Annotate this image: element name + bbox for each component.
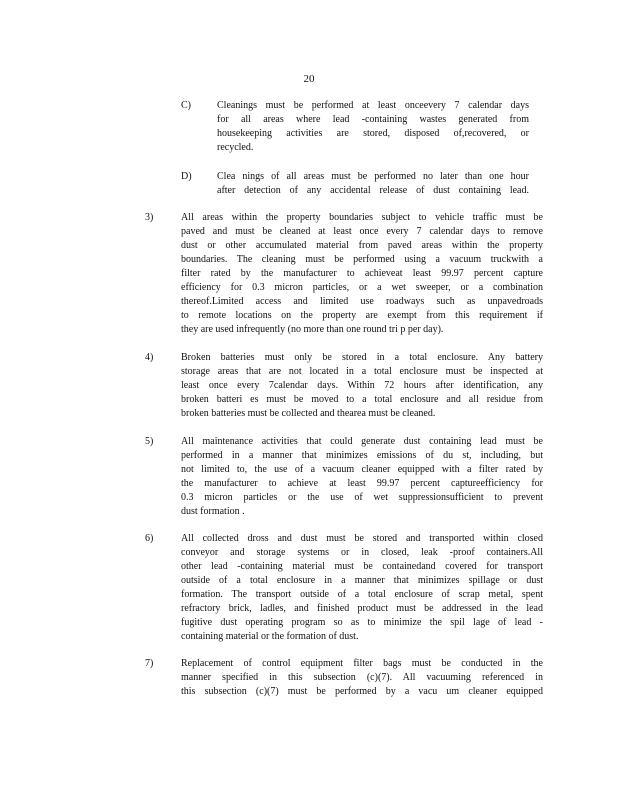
text-line: All collected dross and dust must be stored and transported within closed (181, 533, 543, 544)
text-line: Cleanings must be performed at least onceevery 7 calendar days (217, 100, 529, 111)
text-line: the manufacturer to achieve at least 99.97 percent captureefficiency for (181, 478, 543, 489)
text-line: All areas within the property boundaries subject to vehicle traffic must be (181, 212, 543, 223)
text-line: boundaries. The cleaning must be performed using a vacuum truckwith a (181, 254, 543, 265)
item-text (181, 211, 543, 337)
item-text (217, 170, 529, 198)
item-d (181, 170, 531, 200)
text-line: filter rated by the manufacturer to achieveat least 99.97 percent capture (181, 268, 543, 279)
text-line: this subsection (c)(7) must be performed by a vacu um cleaner equipped (181, 686, 543, 697)
item-label: 4) (145, 352, 154, 363)
text-line: formation. The transport outside of a total enclosure of scrap metal, spent (181, 589, 543, 600)
item-7 (145, 657, 545, 701)
text-line: Clea nings of all areas must be performed no later than one hour (217, 171, 529, 182)
item-5 (145, 435, 545, 521)
item-text (181, 351, 543, 421)
item-4 (145, 351, 545, 423)
text-line: paved and must be cleaned at least once every 7 calendar days to remove (181, 226, 543, 237)
text-line: after detection of any accidental release of dust containing lead. (217, 185, 529, 196)
text-line: for all areas where lead -containing wastes generated from (217, 114, 529, 125)
item-label: 5) (145, 436, 154, 447)
text-line: broken batteries must be collected and thearea must be cleaned. (181, 408, 436, 419)
text-line: not limited to, the use of a vacuum cleaner equipped with a filter rated by (181, 464, 543, 475)
item-text (181, 532, 543, 644)
item-label: 3) (145, 212, 154, 223)
text-line: broken batteri es must be moved to a total enclosure and all residue from (181, 394, 543, 405)
item-label: 6) (145, 533, 154, 544)
page-number: 20 (303, 73, 315, 85)
item-label: D) (181, 171, 192, 182)
item-text (181, 435, 543, 519)
text-line: dust formation . (181, 506, 245, 517)
item-3 (145, 211, 545, 341)
text-line: thereof.Limited access and limited use roadways such as unpavedroads (181, 296, 543, 307)
item-6 (145, 532, 545, 646)
text-line: containing material or the formation of dust. (181, 631, 359, 642)
item-label: C) (181, 100, 191, 111)
text-line: Broken batteries must only be stored in a total enclosure. Any battery (181, 352, 543, 363)
text-line: least once every 7calendar days. Within 72 hours after identification, any (181, 380, 543, 391)
item-c (181, 99, 531, 159)
text-line: recycled. (217, 142, 254, 153)
item-text (181, 657, 543, 699)
text-line: conveyor and storage systems or in closed, leak -proof containers.All (181, 547, 543, 558)
text-line: refractory brick, ladles, and finished product must be addressed in the lead (181, 603, 543, 614)
text-line: Replacement of control equipment filter bags must be conducted in the (181, 658, 543, 669)
text-line: All maintenance activities that could generate dust containing lead must be (181, 436, 543, 447)
item-text (217, 99, 529, 155)
text-line: manner specified in this subsection (c)(7). All vacuuming referenced in (181, 672, 543, 683)
text-line: dust or other accumulated material from paved areas within the property (181, 240, 543, 251)
text-line: to remote locations on the property are exempt from this requirement if (181, 310, 543, 321)
text-line: storage areas that are not located in a total enclosure must be inspected at (181, 366, 543, 377)
text-line: housekeeping activities are stored, disposed of,recovered, or (217, 128, 529, 139)
item-label: 7) (145, 658, 154, 669)
text-line: outside of a total enclosure in a manner that minimizes spillage or dust (181, 575, 543, 586)
text-line: 0.3 micron particles or the use of wet suppressionsufficient to prevent (181, 492, 543, 503)
text-line: fugitive dust operating program so as to minimize the spil lage of lead - (181, 617, 543, 628)
text-line: performed in a manner that minimizes emissions of du st, including, but (181, 450, 543, 461)
text-line: they are used infrequently (no more than one round tri p per day). (181, 324, 444, 335)
text-line: efficiency for 0.3 micron particles, or a wet sweeper, or a combination (181, 282, 543, 293)
text-line: other lead -containing material must be containedand covered for transport (181, 561, 543, 572)
